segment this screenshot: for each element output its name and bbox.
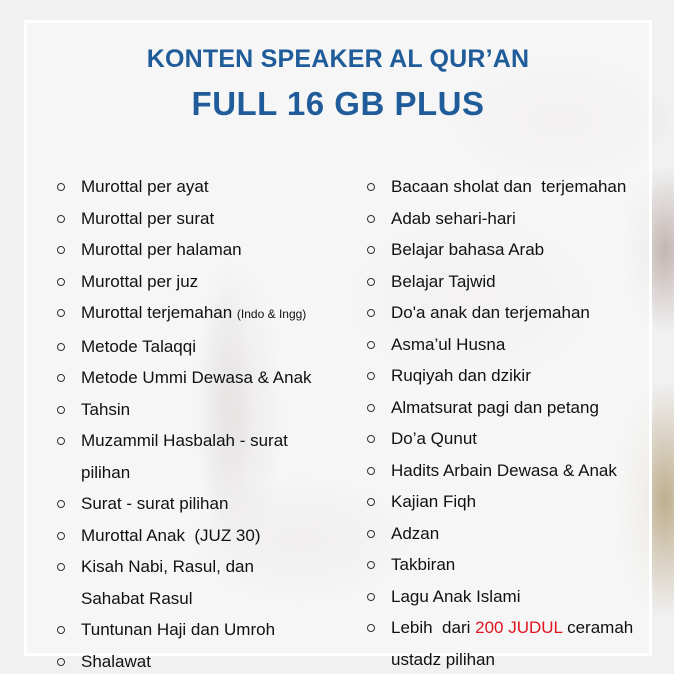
content-panel xyxy=(24,20,652,671)
bullet-icon xyxy=(57,343,65,351)
list-item: Shalawat xyxy=(55,646,360,674)
list-item: Bacaan sholat dan terjemahan xyxy=(365,171,674,203)
bullet-icon xyxy=(367,309,375,317)
list-item: Lagu Anak Islami xyxy=(365,581,674,613)
list-item: Surat - surat pilihan xyxy=(55,488,360,520)
list-item: Murottal per surat xyxy=(55,203,360,235)
bullet-icon xyxy=(367,530,375,538)
list-item: Murottal per juz xyxy=(55,266,360,298)
list-item: Do'a anak dan terjemahan xyxy=(365,297,674,329)
bullet-icon xyxy=(57,563,65,571)
highlight-count: 200 JUDUL xyxy=(475,618,563,637)
bullet-icon xyxy=(367,404,375,412)
bullet-icon xyxy=(367,435,375,443)
bullet-icon xyxy=(57,309,65,317)
bullet-icon xyxy=(57,406,65,414)
bullet-icon xyxy=(367,467,375,475)
bullet-icon xyxy=(367,215,375,223)
list-item: Adab sehari-hari xyxy=(365,203,674,235)
bullet-icon xyxy=(57,278,65,286)
list-item: Lebih dari 200 JUDUL ceramah ustadz pilihan xyxy=(365,612,674,674)
bullet-icon xyxy=(57,658,65,666)
list-item: Belajar Tajwid xyxy=(365,266,674,298)
left-content-list xyxy=(55,171,360,674)
list-item: Murottal per ayat xyxy=(55,171,360,203)
right-content-list xyxy=(365,171,674,674)
bullet-icon xyxy=(367,341,375,349)
list-item: Asma’ul Husna xyxy=(365,329,674,361)
bullet-icon xyxy=(57,437,65,445)
page-subtitle: FULL 16 GB PLUS xyxy=(191,85,485,122)
list-item: Murottal Anak (JUZ 30) xyxy=(55,520,360,552)
bullet-icon xyxy=(367,183,375,191)
bullet-icon xyxy=(367,372,375,380)
bullet-icon xyxy=(57,374,65,382)
list-item: Murottal terjemahan (Indo & Ingg) xyxy=(55,297,360,331)
bullet-icon xyxy=(57,500,65,508)
bullet-icon xyxy=(57,215,65,223)
bullet-icon xyxy=(57,532,65,540)
list-item: Takbiran xyxy=(365,549,674,581)
language-note: (Indo & Ingg) xyxy=(236,307,307,321)
bullet-icon xyxy=(367,593,375,601)
list-item: Murottal per halaman xyxy=(55,234,360,266)
list-item: Muzammil Hasbalah - surat pilihan xyxy=(55,425,360,488)
list-item: Kajian Fiqh xyxy=(365,486,674,518)
list-item: Metode Ummi Dewasa & Anak xyxy=(55,362,360,394)
bullet-icon xyxy=(57,183,65,191)
list-item: Belajar bahasa Arab xyxy=(365,234,674,266)
list-item: Tahsin xyxy=(55,394,360,426)
bullet-icon xyxy=(367,624,375,632)
bullet-icon xyxy=(57,246,65,254)
list-item: Hadits Arbain Dewasa & Anak xyxy=(365,455,674,487)
bullet-icon xyxy=(367,246,375,254)
list-item: Ruqiyah dan dzikir xyxy=(365,360,674,392)
page-title: KONTEN SPEAKER AL QUR’AN xyxy=(146,45,530,73)
list-item: Almatsurat pagi dan petang xyxy=(365,392,674,424)
list-item: Adzan xyxy=(365,518,674,550)
list-item: Tuntunan Haji dan Umroh xyxy=(55,614,360,646)
list-item: Kisah Nabi, Rasul, dan Sahabat Rasul xyxy=(55,551,360,614)
bullet-icon xyxy=(367,498,375,506)
list-item: Metode Talaqqi xyxy=(55,331,360,363)
bullet-icon xyxy=(57,626,65,634)
bullet-icon xyxy=(367,278,375,286)
list-item: Do’a Qunut xyxy=(365,423,674,455)
bullet-icon xyxy=(367,561,375,569)
